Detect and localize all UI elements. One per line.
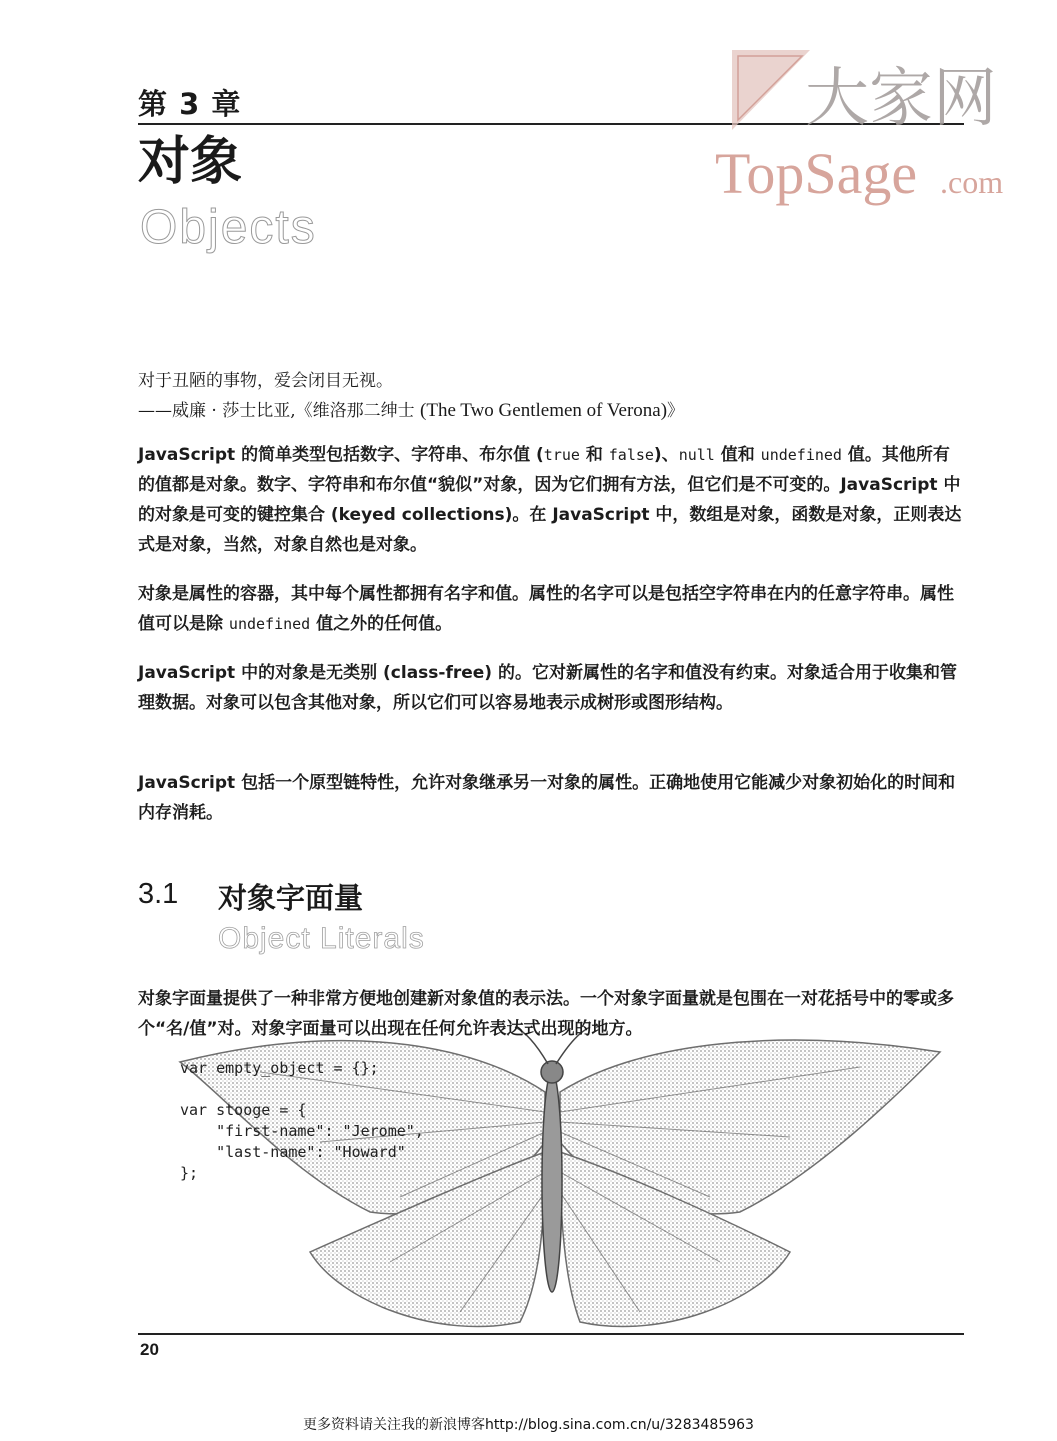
text-run: 值之外的任何值。 [310,614,453,634]
section-title: 对象字面量 [218,881,364,915]
text-run: 值。其他所有的值都是对象。数字、字符串和布尔值“貌似”对象，因为它们拥有方法，但它们是不可变的。JavaScript 中的对象是可变的键控集合 (keyed collections)。在 JavaScript 中，数组是对象，函数是对象，正则表达式是对象，当然，对象自然也是对象。 [138,445,962,555]
paragraph-class-free: JavaScript 中的对象是无类别 (class-free) 的。它对新属性的名字和值没有约束。对象适合用于收集和管理数据。对象可以包含其他对象，所以它们可以容易地表示成树形或图形结构。 [138,663,957,713]
paragraph-prototype: JavaScript 包括一个原型链特性，允许对象继承另一对象的属性。正确地使用它能减少对象初始化的时间和内存消耗。 [138,773,956,823]
logo-text-en: TopSage [715,141,918,206]
topsage-logo [710,38,1010,208]
epigraph [138,366,968,426]
attribution-prefix: ——威廉 · 莎士比亚,《维洛那二绅士 [138,401,421,421]
code-undefined: undefined [760,446,842,464]
section-number: 3.1 [138,878,179,910]
text-run: )、 [653,445,679,465]
code-block: var empty_object = {}; var stooge = { "first-name": "Jerome", "last-name": "Howard" }; [180,1059,424,1182]
logo-text-cn: 大家网 [805,62,997,136]
paragraph-object-literals: 对象字面量提供了一种非常方便地创建新对象值的表示法。一个对象字面量就是包围在一对花括号中的零或多个“名/值”对。对象字面量可以出现在任何允许表达式出现的地方。 [138,989,954,1039]
chapter-title: 对象 [138,132,243,192]
logo-text-suffix: .com [940,164,1004,200]
paragraph-simple-types [138,440,964,560]
text-run: 对象是属性的容器，其中每个属性都拥有名字和值。属性的名字可以是包括空字符串在内的任意字符串。属性值可以是除 [138,584,954,634]
code-true: true [543,446,580,464]
text-run: 值和 [714,445,761,465]
chapter-label: 第 3 章 [138,87,242,121]
code-false: false [608,446,654,464]
attribution-suffix: 》 [667,401,685,421]
chapter-subtitle-en: Objects [140,201,317,254]
epigraph-attribution [138,396,968,426]
page-number: 20 [140,1340,159,1359]
text-run: JavaScript 的简单类型包括数字、字符串、布尔值 ( [138,445,544,465]
attribution-title-en: (The Two Gentlemen of Verona) [420,400,668,421]
blog-note: 更多资料请关注我的新浪博客http://blog.sina.com.cn/u/3283485963 [303,1417,754,1433]
epigraph-quote: 对于丑陋的事物，爱会闭目无视。 [138,371,393,391]
code-null: null [678,446,715,464]
section-subtitle-en: Object Literals [218,922,425,955]
code-undefined: undefined [228,615,311,633]
text-run: 和 [579,445,609,465]
paragraph-properties [138,579,964,639]
